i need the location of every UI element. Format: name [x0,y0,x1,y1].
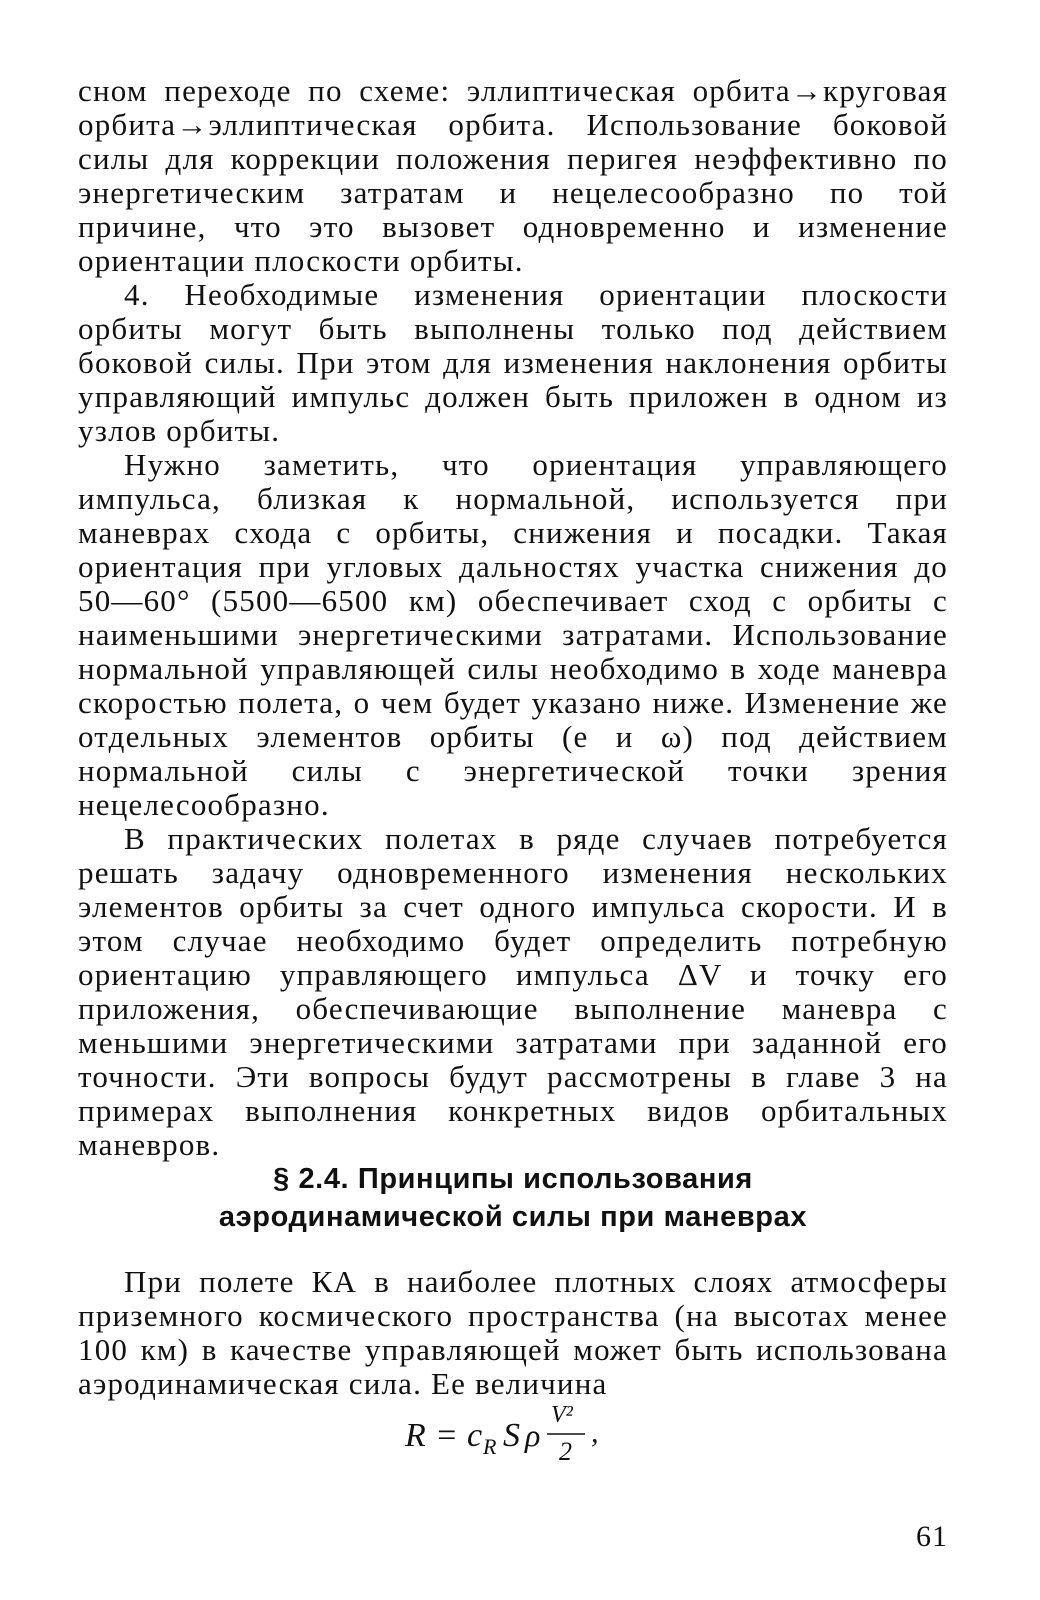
aerodynamic-force-formula [405,1398,645,1468]
formula-svg [405,1398,645,1468]
body-text-bottom [78,1265,948,1401]
paragraph-normal-force: Нужно заметить, что ориентация управляющего импульса, близкая к нормальной, используется при маневрах схода с орбиты, снижения и посадки. Такая ориентация при угловых дальностях участка снижения до 50—60° (5500—6500 км) обеспечивает сход с орбиты с наименьшими энергетическими затратами. Использование нормальной управляющей силы необходимо в ходе маневра скоростью полета, о чем будет указано ниже. Изменение же отдельных элементов орбиты (e и ω) под действием нормальной силы с энергетической точки зрения нецелесообразно. [78,447,948,822]
formula-denominator: 2 [559,1437,572,1466]
formula-coefficient-subscript: R [483,1434,497,1459]
section-heading [78,1160,948,1236]
paragraph-aerodynamic-force: При полете КА в наиболее плотных слоях атмосферы приземного космического пространства (на высотах менее 100 км) в качестве управляющей может быть использована аэродинамическая сила. Ее величина [78,1264,948,1401]
formula-density: ρ [525,1417,541,1453]
section-heading-line-2: аэродинамической силы при маневрах [218,1201,808,1233]
paragraph-item-4: 4. Необходимые изменения ориентации плоскости орбиты могут быть выполнены только под действием боковой силы. При этом для изменения наклонения орбиты управляющий импульс должен быть приложен в одном из узлов орбиты. [78,277,948,448]
formula-equals: = [435,1417,458,1454]
section-heading-line-1: § 2.4. Принципы использования [273,1163,753,1195]
page-number: 61 [916,1520,948,1553]
formula-numerator: V² [551,1402,573,1428]
paragraph-continued: сном переходе по схеме: эллиптическая орбита→круговая орбита→эллиптическая орбита. Использование боковой силы для коррекции положения перигея неэффективно по энергетическим затратам и нецелесообразно по той причине, что это вызовет одновременно и изменение ориентации плоскости орбиты. [78,73,948,278]
formula-lhs: R [405,1417,426,1454]
formula-coefficient: c [467,1417,483,1454]
body-text-top [78,74,948,1162]
paragraph-practical-flights: В практических полетах в ряде случаев потребуется решать задачу одновременного изменения нескольких элементов орбиты за счет одного импульса скорости. И в этом случае необходимо будет определить потребную ориентацию управляющего импульса ΔV и точку его приложения, обеспечивающие выполнение маневра с меньшими энергетическими затратами при заданной его точности. Эти вопросы будут рассмотрены в главе 3 на примерах выполнения конкретных видов орбитальных маневров. [78,821,948,1162]
formula-trailing-comma: , [591,1416,599,1449]
formula-area: S [503,1417,520,1454]
